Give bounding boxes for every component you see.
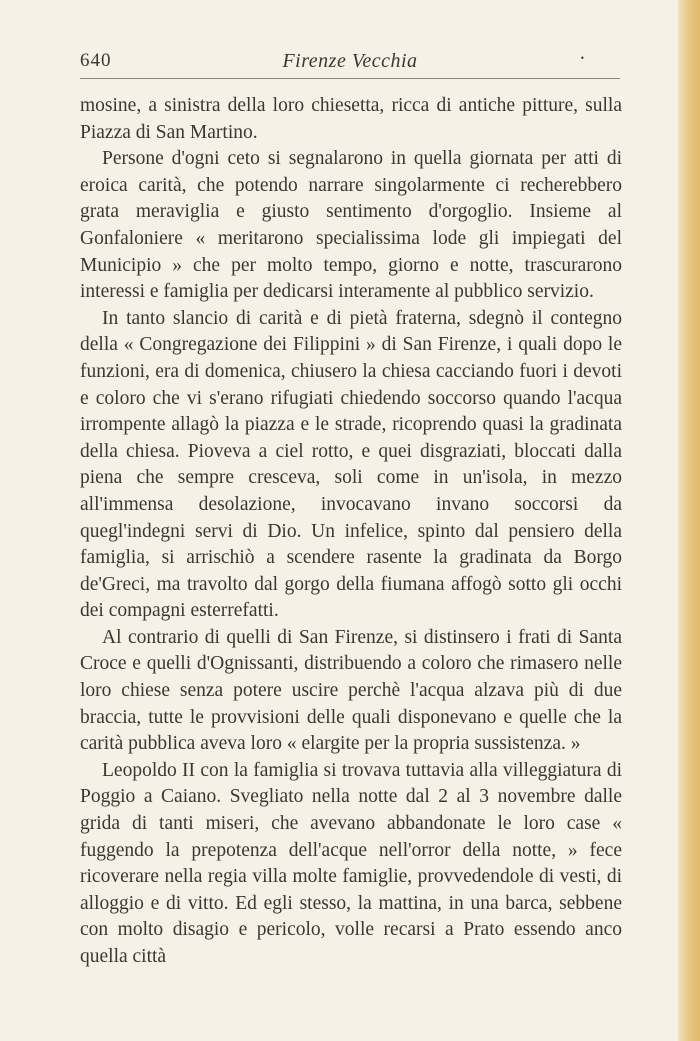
paragraph: mosine, a sinistra della loro chiesetta, ricca di antiche pitture, sulla Piazza di San Martino.: [80, 95, 622, 143]
running-title: Firenze Vecchia: [282, 50, 418, 72]
paragraph: Leopoldo II con la famiglia si trovava tuttavia alla villeggiatura di Poggio a Caiano. Svegliato nella notte dal 2 al 3 novembre dalle grida di tanti miseri, che avevano abbandonate le loro case « fuggendo la prepotenza dell'acque nell'orror della notte, » fece ricoverare nella regia villa molte famiglie, provvedendole di vesti, di alloggio e di vitto. Ed egli stesso, la mattina, in una barca, sebbene con molto disagio e pericolo, volle recarsi a Prato essendo anco quella città: [80, 759, 622, 967]
body-text: [80, 93, 622, 971]
page-number: 640: [80, 50, 112, 71]
page-header: [80, 48, 620, 82]
page-edge: [678, 0, 700, 1041]
paragraph: Persone d'ogni ceto si segnalarono in quella giornata per atti di eroica carità, che potendo narrare singolarmente ci recherebbero grata meraviglia e giusto sentimento d'orgoglio. Insieme al Gonfaloniere « meritarono specialissima lode gli impiegati del Municipio » che per molto tempo, giorno e notte, trascurarono interessi e famiglia per dedicarsi interamente al pubblico servizio.: [80, 148, 622, 303]
header-rule: [80, 78, 620, 79]
header-mark: •: [580, 54, 585, 63]
paragraph: In tanto slancio di carità e di pietà fraterna, sdegnò il contegno della « Congregazione dei Filippini » di San Firenze, i quali dopo le funzioni, era di domenica, chiusero la chiesa cacciando fuori i devoti e coloro che vi s'erano rifugiati chiedendo soccorso quando l'acqua irrompente allagò la piazza e le strade, ricoprendo quasi la gradinata della chiesa. Pioveva a ciel rotto, e quei disgraziati, bloccati dalla piena che sempre cresceva, soli come in un'isola, in mezzo all'immensa desolazione, invocavano invano soccorsi da quegl'indegni servi di Dio. Un infelice, spinto dal pensiero della famiglia, si arrischiò a scendere rasente la gradinata da Borgo de'Greci, ma travolto dal gorgo della fiumana affogò sotto gli occhi dei compagni esterrefatti.: [80, 307, 622, 622]
paragraph: Al contrario di quelli di San Firenze, si distinsero i frati di Santa Croce e quelli d'Ognissanti, distribuendo a coloro che rimasero nelle loro chiese senza potere uscire perchè l'acqua alzava più di due braccia, tutte le provvisioni delle quali disponevano e quelle che la carità pubblica aveva loro « elargite per la propria sussistenza. »: [80, 626, 622, 755]
